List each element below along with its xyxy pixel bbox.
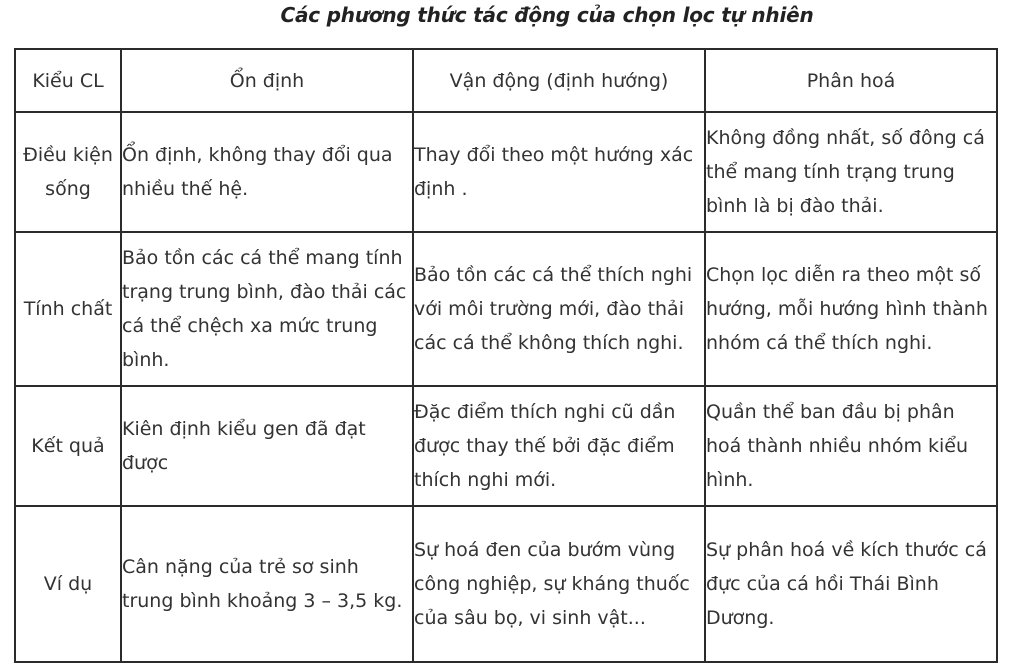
- table-cell: Sự hoá đen của bướm vùng công nghiệp, sự kháng thuốc của sâu bọ, vi sinh vật...: [413, 506, 705, 662]
- header-stabilizing: Ổn định: [121, 49, 413, 112]
- table-cell: Quần thể ban đầu bị phân hoá thành nhiều nhóm kiểu hình.: [705, 386, 997, 506]
- table-row: [15, 112, 997, 232]
- header-directional: Vận động (định hướng): [413, 49, 705, 112]
- table-cell: Đặc điểm thích nghi cũ dần được thay thế bởi đặc điểm thích nghi mới.: [413, 386, 705, 506]
- table-header-row: [15, 49, 997, 112]
- table-cell: Cân nặng của trẻ sơ sinh trung bình khoảng 3 – 3,5 kg.: [121, 506, 413, 662]
- table-cell: Kiên định kiểu gen đã đạt được: [121, 386, 413, 506]
- table-cell: Thay đổi theo một hướng xác định .: [413, 112, 705, 232]
- row-label: Kết quả: [15, 386, 121, 506]
- table-row: [15, 506, 997, 662]
- table-row: [15, 232, 997, 386]
- row-label: Ví dụ: [15, 506, 121, 662]
- selection-modes-table: [14, 48, 998, 663]
- table-row: [15, 386, 997, 506]
- row-label: Tính chất: [15, 232, 121, 386]
- table-cell: Không đồng nhất, số đông cá thể mang tính trạng trung bình là bị đào thải.: [705, 112, 997, 232]
- table-cell: Ổn định, không thay đổi qua nhiều thế hệ.: [121, 112, 413, 232]
- table-cell: Bảo tồn các cá thể mang tính trạng trung bình, đào thải các cá thể chệch xa mức trung bình.: [121, 232, 413, 386]
- page-title: Các phương thức tác động của chọn lọc tự nhiên: [280, 3, 814, 27]
- table-cell: Sự phân hoá về kích thước cá đực của cá hồi Thái Bình Dương.: [705, 506, 997, 662]
- table-cell: Chọn lọc diễn ra theo một số hướng, mỗi hướng hình thành nhóm cá thể thích nghi.: [705, 232, 997, 386]
- header-selection-type: Kiểu CL: [15, 49, 121, 112]
- table-cell: Bảo tồn các cá thể thích nghi với môi trường mới, đào thải các cá thể không thích nghi.: [413, 232, 705, 386]
- row-label: Điều kiện sống: [15, 112, 121, 232]
- header-disruptive: Phân hoá: [705, 49, 997, 112]
